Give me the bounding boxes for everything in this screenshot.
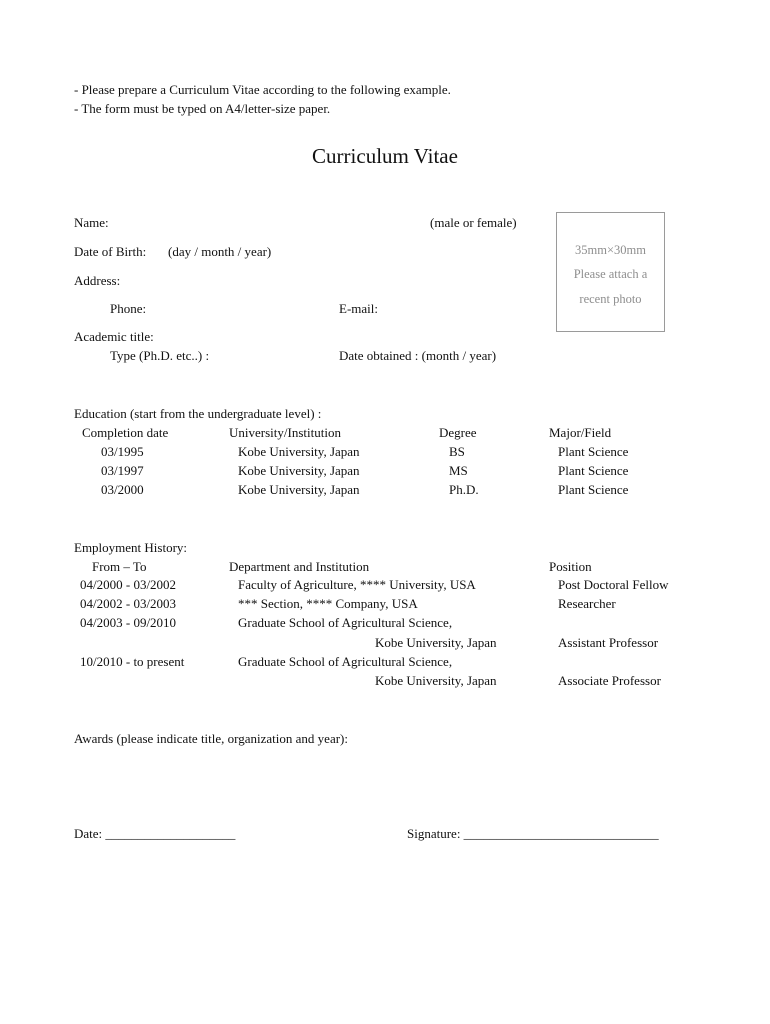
- photo-size-text: 35mm×30mm: [575, 243, 646, 257]
- degree-type-label: Type (Ph.D. etc..) :: [110, 348, 210, 363]
- employment-row-4-institution: Kobe University, Japan: [375, 673, 497, 688]
- employment-row-2-position: Researcher: [558, 596, 616, 611]
- education-heading: Education (start from the undergraduate level) :: [74, 406, 322, 421]
- education-row-3-major: Plant Science: [558, 482, 629, 497]
- employment-row-4-department: Graduate School of Agricultural Science,: [238, 654, 453, 669]
- address-label: Address:: [74, 273, 121, 288]
- education-col-date: Completion date: [82, 425, 169, 440]
- education-row-2-institution: Kobe University, Japan: [238, 463, 360, 478]
- employment-row-2-period: 04/2002 - 03/2003: [80, 596, 177, 611]
- employment-col-period: From – To: [92, 559, 147, 574]
- employment-row-1-period: 04/2000 - 03/2002: [80, 577, 177, 592]
- employment-col-position: Position: [549, 559, 592, 574]
- education-row-2-date: 03/1997: [101, 463, 144, 478]
- employment-row-4-period: 10/2010 - to present: [80, 654, 185, 669]
- education-col-major: Major/Field: [549, 425, 612, 440]
- photo-placeholder: [556, 212, 665, 332]
- instruction-line-2: - The form must be typed on A4/letter-size paper.: [74, 101, 331, 116]
- employment-row-3-position: Assistant Professor: [558, 635, 659, 650]
- education-row-1-date: 03/1995: [101, 444, 144, 459]
- awards-label: Awards (please indicate title, organization and year):: [74, 731, 348, 746]
- education-col-institution: University/Institution: [229, 425, 341, 440]
- dob-hint: (day / month / year): [168, 244, 272, 259]
- photo-instruction-line-1: Please attach a: [573, 267, 648, 281]
- signature-line: Signature: ______________________________: [407, 826, 659, 841]
- instruction-line-1: - Please prepare a Curriculum Vitae according to the following example.: [74, 82, 451, 97]
- gender-hint: (male or female): [430, 215, 517, 230]
- education-col-degree: Degree: [439, 425, 477, 440]
- education-row-3-date: 03/2000: [101, 482, 144, 497]
- education-row-3-degree: Ph.D.: [449, 482, 479, 497]
- education-row-1-degree: BS: [449, 444, 465, 459]
- education-row-2-major: Plant Science: [558, 463, 629, 478]
- employment-heading: Employment History:: [74, 540, 188, 555]
- page-title: Curriculum Vitae: [312, 144, 458, 168]
- dob-label: Date of Birth:: [74, 244, 147, 259]
- photo-instruction-line-2: recent photo: [579, 292, 642, 306]
- date-signature-line: Date: ____________________: [74, 826, 236, 841]
- email-label: E-mail:: [339, 301, 378, 316]
- education-row-1-major: Plant Science: [558, 444, 629, 459]
- employment-row-3-department: Graduate School of Agricultural Science,: [238, 615, 453, 630]
- education-row-2-degree: MS: [449, 463, 468, 478]
- education-row-3-institution: Kobe University, Japan: [238, 482, 360, 497]
- employment-row-1-position: Post Doctoral Fellow: [558, 577, 669, 592]
- date-obtained-label: Date obtained : (month / year): [339, 348, 497, 363]
- academic-title-label: Academic title:: [74, 329, 154, 344]
- education-row-1-institution: Kobe University, Japan: [238, 444, 360, 459]
- employment-row-1-department: Faculty of Agriculture, **** University, USA: [238, 577, 476, 592]
- employment-row-3-institution: Kobe University, Japan: [375, 635, 497, 650]
- employment-row-3-period: 04/2003 - 09/2010: [80, 615, 177, 630]
- phone-label: Phone:: [110, 301, 147, 316]
- employment-row-2-department: *** Section, **** Company, USA: [238, 596, 418, 611]
- employment-row-4-position: Associate Professor: [558, 673, 661, 688]
- name-label: Name:: [74, 215, 109, 230]
- employment-col-department: Department and Institution: [229, 559, 370, 574]
